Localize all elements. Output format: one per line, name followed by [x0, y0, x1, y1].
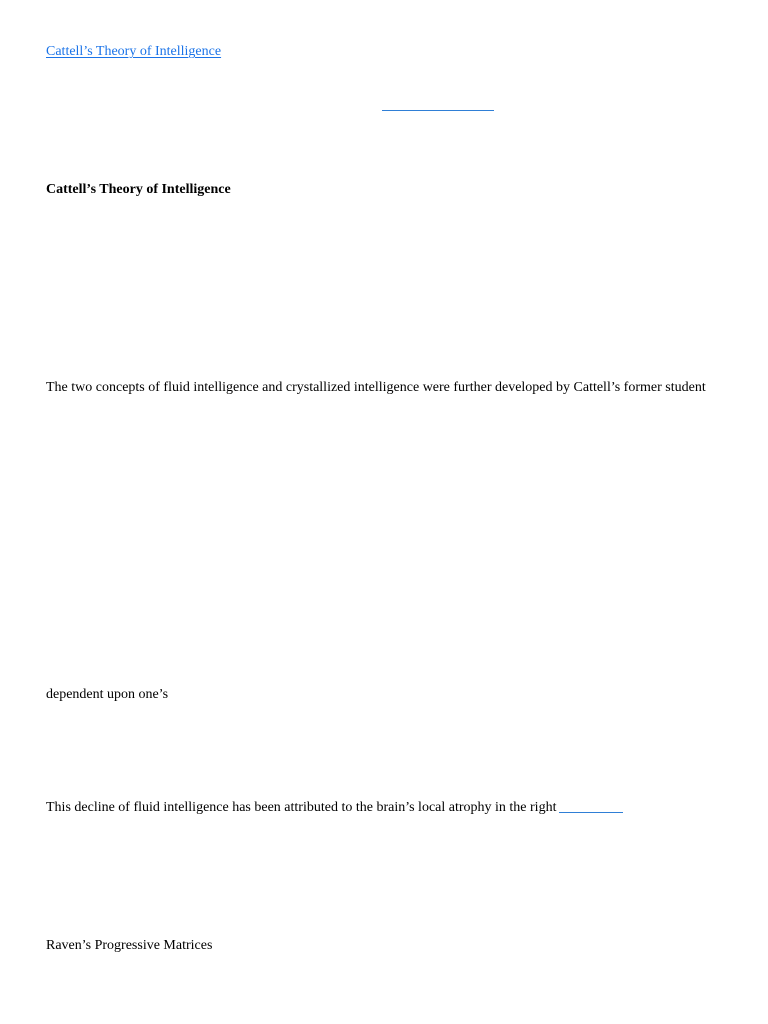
paragraph-dependent: dependent upon one’s: [46, 687, 169, 702]
paragraph-ravens: Raven’s Progressive Matrices: [46, 938, 213, 953]
paragraph-fluid-crystallized: The two concepts of fluid intelligence and crystallized intelligence were further developed by Cattell’s former student: [46, 380, 706, 395]
paragraph-decline: [46, 799, 623, 817]
blank-link[interactable]: [382, 110, 494, 111]
paragraph-decline-text: This decline of fluid intelligence has been attributed to the brain’s local atrophy in the right: [46, 800, 557, 815]
title-link[interactable]: Cattell’s Theory of Intelligence: [46, 44, 222, 59]
section-heading: Cattell’s Theory of Intelligence: [46, 182, 231, 197]
inline-blank-link[interactable]: [559, 812, 623, 813]
